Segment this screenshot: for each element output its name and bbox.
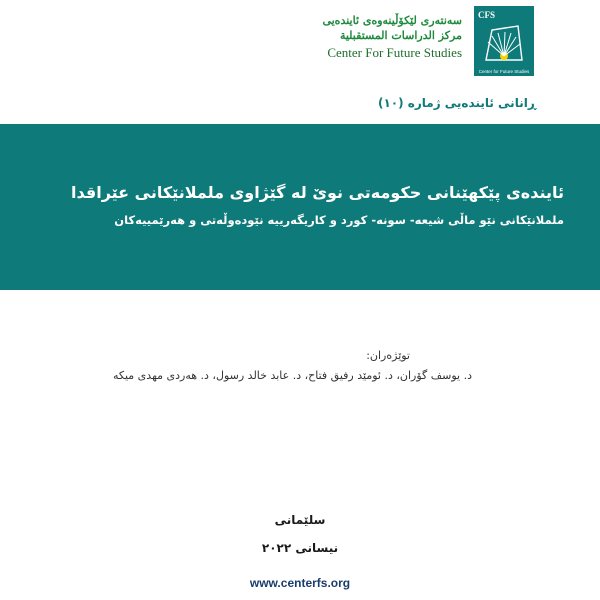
publication-city: سلێمانی	[274, 513, 326, 527]
sunburst-book-icon	[478, 20, 530, 66]
title-band	[0, 124, 600, 290]
website-url: www.centerfs.org	[249, 576, 351, 590]
series-number: ڕانانی ئایندەیی ژمارە (١٠)	[377, 96, 536, 110]
cfs-logo	[474, 6, 534, 76]
org-name-arabic: مركز الدراسات المستقبلية	[339, 28, 462, 42]
logo-caption: Center for Future Studies	[478, 69, 530, 74]
document-subtitle: ململانێکانی نێو ماڵی شیعە- سونە- کورد و کاریگەرییە نێودەوڵەتی و هەرێمییەکان	[114, 213, 564, 227]
org-name-english: Center For Future Studies	[327, 44, 462, 60]
authors-list: د. یوسف گۆران، د. ئومێد رفیق فتاح، د. عابد خالد رسول، د. هەردی مهدی میکە	[113, 369, 472, 382]
publication-date: نیسانی ٢٠٢٢	[261, 541, 339, 555]
authors-label: توێژەران:	[366, 349, 410, 362]
org-name-kurdish: سەنتەری لێکۆڵینەوەی ئایندەیی	[322, 14, 462, 27]
logo-abbreviation: CFS	[478, 10, 496, 20]
document-title: ئایندەی پێکهێنانی حکومەتی نوێ لە گێژاوی ململانێکانی عێراقدا	[71, 183, 564, 202]
org-name-block	[222, 14, 462, 61]
